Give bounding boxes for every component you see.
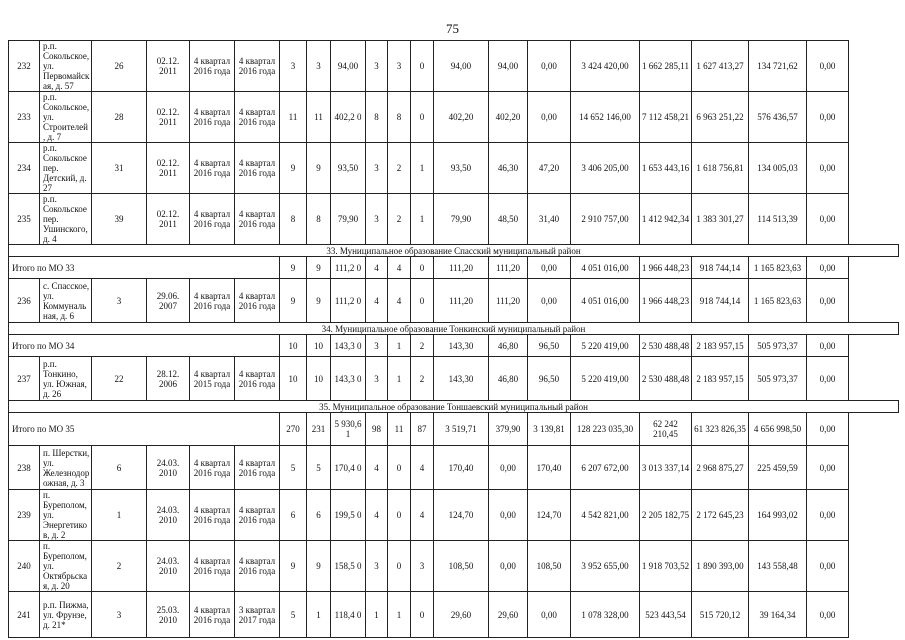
row-number: 234 (9, 143, 40, 194)
cell-c17: 1 662 285,11 (640, 41, 692, 92)
cell-c7: 9 (280, 279, 307, 323)
section-header-row (9, 245, 899, 257)
cell-c15: 0,00 (528, 257, 571, 279)
cell-c12: 4 (411, 490, 434, 541)
cell-c14: 46,80 (489, 335, 528, 357)
table-row (9, 92, 899, 143)
cell-c4: 02.12. 2011 (147, 143, 190, 194)
cell-c6: 4 квартал 2016 года (235, 490, 280, 541)
table-row (9, 592, 899, 638)
cell-c11: 8 (388, 92, 411, 143)
cell-c10: 1 (366, 592, 388, 638)
cell-c3: 28 (92, 92, 147, 143)
cell-c10: 3 (366, 41, 388, 92)
cell-c7: 10 (280, 335, 307, 357)
cell-c20: 0,00 (807, 413, 849, 446)
cell-c5: 4 квартал 2016 года (190, 541, 235, 592)
cell-c16: 5 220 419,00 (571, 335, 640, 357)
cell-c11: 0 (388, 541, 411, 592)
cell-c12: 2 (411, 357, 434, 401)
cell-c12: 1 (411, 194, 434, 245)
cell-c20: 0,00 (807, 446, 849, 490)
cell-c13: 93,50 (434, 143, 489, 194)
cell-c14: 0,00 (489, 541, 528, 592)
cell-c15: 96,50 (528, 357, 571, 401)
cell-text: 34. Муниципальное образование Тонкинский муниципальный район (9, 323, 899, 335)
cell-c20: 0,00 (807, 143, 849, 194)
cell-c15: 3 139,81 (528, 413, 571, 446)
cell-c14: 0,00 (489, 446, 528, 490)
cell-c18: 6 963 251,22 (692, 92, 749, 143)
address-cell: р.п. Тонкино, ул. Южная, д. 26 (40, 357, 92, 401)
cell-c10: 3 (366, 541, 388, 592)
cell-c14: 0,00 (489, 490, 528, 541)
address-cell: п. Буреполом, ул. Энергетиков, д. 2 (40, 490, 92, 541)
cell-c11: 2 (388, 194, 411, 245)
cell-c9: 143,3 0 (331, 335, 366, 357)
address-cell: р.п. Сокольское, ул. Первомайская, д. 57 (40, 41, 92, 92)
cell-c18: 1 627 413,27 (692, 41, 749, 92)
cell-c19: 143 558,48 (749, 541, 807, 592)
cell-c16: 4 051 016,00 (571, 279, 640, 323)
cell-c18: 918 744,14 (692, 279, 749, 323)
cell-c8: 11 (307, 92, 331, 143)
cell-c9: 118,4 0 (331, 592, 366, 638)
cell-c17: 2 530 488,48 (640, 335, 692, 357)
cell-c16: 3 952 655,00 (571, 541, 640, 592)
cell-c14: 46,80 (489, 357, 528, 401)
cell-c9: 111,2 0 (331, 257, 366, 279)
cell-c11: 1 (388, 335, 411, 357)
cell-c6: 4 квартал 2016 года (235, 92, 280, 143)
cell-c15: 124,70 (528, 490, 571, 541)
cell-c19: 505 973,37 (749, 335, 807, 357)
cell-c5: 4 квартал 2016 года (190, 92, 235, 143)
cell-c9: 402,2 0 (331, 92, 366, 143)
cell-c9: 199,5 0 (331, 490, 366, 541)
cell-c13: 108,50 (434, 541, 489, 592)
cell-c8: 10 (307, 335, 331, 357)
cell-c13: 111,20 (434, 279, 489, 323)
cell-c6: 4 квартал 2016 года (235, 357, 280, 401)
cell-c12: 3 (411, 541, 434, 592)
cell-c10: 3 (366, 357, 388, 401)
cell-c5: 4 квартал 2016 года (190, 279, 235, 323)
cell-text: 35. Муниципальное образование Тоншаевский муниципальный район (9, 401, 899, 413)
cell-c20: 0,00 (807, 335, 849, 357)
cell-c19: 164 993,02 (749, 490, 807, 541)
cell-c6: 4 квартал 2016 года (235, 279, 280, 323)
table-row (9, 41, 899, 92)
cell-c14: 111,20 (489, 279, 528, 323)
cell-c17: 7 112 458,21 (640, 92, 692, 143)
cell-c11: 1 (388, 357, 411, 401)
cell-c11: 0 (388, 490, 411, 541)
cell-c15: 96,50 (528, 335, 571, 357)
cell-c4: 24.03. 2010 (147, 446, 190, 490)
cell-c20: 0,00 (807, 41, 849, 92)
cell-c19: 505 973,37 (749, 357, 807, 401)
cell-c15: 108,50 (528, 541, 571, 592)
cell-c11: 4 (388, 257, 411, 279)
cell-c7: 9 (280, 257, 307, 279)
cell-c16: 4 051 016,00 (571, 257, 640, 279)
cell-c12: 87 (411, 413, 434, 446)
cell-c3: 3 (92, 279, 147, 323)
section-header-row (9, 323, 899, 335)
cell-c8: 231 (307, 413, 331, 446)
total-label: Итого по МО 33 (9, 257, 280, 279)
cell-c4: 02.12. 2011 (147, 41, 190, 92)
cell-c15: 0,00 (528, 41, 571, 92)
cell-c20: 0,00 (807, 92, 849, 143)
cell-c3: 3 (92, 592, 147, 638)
cell-c16: 6 207 672,00 (571, 446, 640, 490)
cell-c7: 270 (280, 413, 307, 446)
cell-c9: 94,00 (331, 41, 366, 92)
cell-c5: 4 квартал 2016 года (190, 490, 235, 541)
cell-c19: 134 721,62 (749, 41, 807, 92)
cell-c10: 4 (366, 490, 388, 541)
cell-c14: 111,20 (489, 257, 528, 279)
cell-c14: 29,60 (489, 592, 528, 638)
cell-c18: 2 172 645,23 (692, 490, 749, 541)
cell-c4: 24.03. 2010 (147, 541, 190, 592)
cell-c13: 79,90 (434, 194, 489, 245)
address-cell: р.п. Сокольское пер. Ушинского, д. 4 (40, 194, 92, 245)
cell-c17: 1 966 448,23 (640, 257, 692, 279)
cell-c8: 6 (307, 490, 331, 541)
table-row (9, 357, 899, 401)
cell-c5: 4 квартал 2016 года (190, 143, 235, 194)
cell-c10: 3 (366, 335, 388, 357)
cell-c12: 0 (411, 279, 434, 323)
total-row (9, 413, 899, 446)
cell-c11: 0 (388, 446, 411, 490)
cell-c9: 170,4 0 (331, 446, 366, 490)
cell-c18: 1 383 301,27 (692, 194, 749, 245)
cell-c15: 0,00 (528, 92, 571, 143)
cell-c9: 143,3 0 (331, 357, 366, 401)
cell-c18: 1 890 393,00 (692, 541, 749, 592)
cell-c13: 29,60 (434, 592, 489, 638)
total-label: Итого по МО 35 (9, 413, 280, 446)
cell-c4: 28.12. 2006 (147, 357, 190, 401)
cell-c20: 0,00 (807, 490, 849, 541)
total-row (9, 335, 899, 357)
cell-c4: 24.03. 2010 (147, 490, 190, 541)
cell-c19: 114 513,39 (749, 194, 807, 245)
cell-c5: 4 квартал 2016 года (190, 446, 235, 490)
cell-c10: 3 (366, 143, 388, 194)
cell-c3: 6 (92, 446, 147, 490)
cell-c10: 98 (366, 413, 388, 446)
cell-c3: 1 (92, 490, 147, 541)
cell-c3: 31 (92, 143, 147, 194)
cell-c11: 11 (388, 413, 411, 446)
table-row (9, 143, 899, 194)
cell-c16: 3 424 420,00 (571, 41, 640, 92)
cell-c19: 1 165 823,63 (749, 257, 807, 279)
cell-c4: 29.06. 2007 (147, 279, 190, 323)
cell-c3: 39 (92, 194, 147, 245)
cell-c17: 523 443,54 (640, 592, 692, 638)
address-cell: р.п. Пижма, ул. Фрунзе, д. 21* (40, 592, 92, 638)
address-cell: р.п. Сокольское, ул. Строителей, д. 7 (40, 92, 92, 143)
cell-c16: 128 223 035,30 (571, 413, 640, 446)
cell-c14: 402,20 (489, 92, 528, 143)
address-cell: с. Спасское, ул. Коммунальная, д. 6 (40, 279, 92, 323)
cell-c8: 10 (307, 357, 331, 401)
cell-c11: 1 (388, 592, 411, 638)
cell-c4: 02.12. 2011 (147, 194, 190, 245)
cell-c17: 1 653 443,16 (640, 143, 692, 194)
cell-c20: 0,00 (807, 194, 849, 245)
cell-c19: 4 656 998,50 (749, 413, 807, 446)
cell-c6: 4 квартал 2016 года (235, 194, 280, 245)
cell-c7: 5 (280, 446, 307, 490)
cell-c19: 39 164,34 (749, 592, 807, 638)
cell-c18: 2 183 957,15 (692, 357, 749, 401)
cell-c17: 1 918 703,52 (640, 541, 692, 592)
cell-c17: 2 530 488,48 (640, 357, 692, 401)
cell-c8: 9 (307, 541, 331, 592)
cell-c18: 2 183 957,15 (692, 335, 749, 357)
cell-c8: 5 (307, 446, 331, 490)
cell-c5: 4 квартал 2016 года (190, 592, 235, 638)
row-number: 232 (9, 41, 40, 92)
cell-c6: 4 квартал 2016 года (235, 143, 280, 194)
cell-c20: 0,00 (807, 592, 849, 638)
cell-c20: 0,00 (807, 257, 849, 279)
cell-c12: 0 (411, 592, 434, 638)
cell-c16: 5 220 419,00 (571, 357, 640, 401)
cell-c7: 6 (280, 490, 307, 541)
cell-c5: 4 квартал 2016 года (190, 194, 235, 245)
cell-c10: 3 (366, 194, 388, 245)
cell-c11: 3 (388, 41, 411, 92)
cell-c12: 0 (411, 41, 434, 92)
cell-c8: 8 (307, 194, 331, 245)
total-row (9, 257, 899, 279)
cell-c13: 143,30 (434, 357, 489, 401)
cell-c20: 0,00 (807, 279, 849, 323)
housing-resettlement-table (8, 40, 899, 638)
cell-c19: 576 436,57 (749, 92, 807, 143)
cell-c19: 134 005,03 (749, 143, 807, 194)
cell-c18: 61 323 826,35 (692, 413, 749, 446)
cell-c15: 0,00 (528, 592, 571, 638)
cell-c15: 31,40 (528, 194, 571, 245)
cell-c5: 4 квартал 2015 года (190, 357, 235, 401)
cell-c8: 3 (307, 41, 331, 92)
cell-c13: 402,20 (434, 92, 489, 143)
page-number: 75 (446, 21, 459, 36)
cell-c8: 1 (307, 592, 331, 638)
cell-c17: 1 966 448,23 (640, 279, 692, 323)
cell-c13: 170,40 (434, 446, 489, 490)
cell-c13: 94,00 (434, 41, 489, 92)
cell-c8: 9 (307, 279, 331, 323)
total-label: Итого по МО 34 (9, 335, 280, 357)
cell-c7: 11 (280, 92, 307, 143)
cell-c13: 143,30 (434, 335, 489, 357)
cell-c5: 4 квартал 2016 года (190, 41, 235, 92)
cell-c15: 0,00 (528, 279, 571, 323)
cell-c6: 4 квартал 2016 года (235, 41, 280, 92)
cell-c20: 0,00 (807, 357, 849, 401)
cell-c20: 0,00 (807, 541, 849, 592)
cell-c10: 4 (366, 279, 388, 323)
cell-c10: 4 (366, 257, 388, 279)
table-row (9, 279, 899, 323)
cell-c14: 94,00 (489, 41, 528, 92)
cell-c7: 10 (280, 357, 307, 401)
cell-c11: 4 (388, 279, 411, 323)
cell-c3: 2 (92, 541, 147, 592)
table-row (9, 446, 899, 490)
cell-c16: 2 910 757,00 (571, 194, 640, 245)
cell-c16: 14 652 146,00 (571, 92, 640, 143)
cell-c18: 918 744,14 (692, 257, 749, 279)
cell-c7: 9 (280, 143, 307, 194)
cell-c14: 379,90 (489, 413, 528, 446)
address-cell: п. Шерстки, ул. Железнодорожная, д. 3 (40, 446, 92, 490)
cell-c9: 158,5 0 (331, 541, 366, 592)
cell-c4: 02.12. 2011 (147, 92, 190, 143)
cell-c17: 62 242 210,45 (640, 413, 692, 446)
cell-c12: 4 (411, 446, 434, 490)
cell-c12: 0 (411, 257, 434, 279)
table-row (9, 194, 899, 245)
cell-text: 33. Муниципальное образование Спасский муниципальный район (9, 245, 899, 257)
cell-c17: 2 205 182,75 (640, 490, 692, 541)
cell-c19: 225 459,59 (749, 446, 807, 490)
cell-c6: 4 квартал 2016 года (235, 446, 280, 490)
cell-c12: 1 (411, 143, 434, 194)
cell-c13: 111,20 (434, 257, 489, 279)
table-row (9, 490, 899, 541)
cell-c6: 3 квартал 2017 года (235, 592, 280, 638)
cell-c19: 1 165 823,63 (749, 279, 807, 323)
cell-c12: 2 (411, 335, 434, 357)
row-number: 235 (9, 194, 40, 245)
cell-c3: 22 (92, 357, 147, 401)
cell-c13: 3 519,71 (434, 413, 489, 446)
address-cell: п. Буреполом, ул. Октябрьская, д. 20 (40, 541, 92, 592)
cell-c11: 2 (388, 143, 411, 194)
cell-c9: 79,90 (331, 194, 366, 245)
cell-c17: 3 013 337,14 (640, 446, 692, 490)
cell-c6: 4 квартал 2016 года (235, 541, 280, 592)
cell-c9: 111,2 0 (331, 279, 366, 323)
row-number: 233 (9, 92, 40, 143)
cell-c8: 9 (307, 257, 331, 279)
row-number: 236 (9, 279, 40, 323)
row-number: 241 (9, 592, 40, 638)
row-number: 240 (9, 541, 40, 592)
row-number: 238 (9, 446, 40, 490)
cell-c15: 47,20 (528, 143, 571, 194)
row-number: 237 (9, 357, 40, 401)
cell-c10: 4 (366, 446, 388, 490)
cell-c15: 170,40 (528, 446, 571, 490)
cell-c9: 5 930,6 1 (331, 413, 366, 446)
cell-c7: 8 (280, 194, 307, 245)
cell-c16: 1 078 328,00 (571, 592, 640, 638)
cell-c16: 4 542 821,00 (571, 490, 640, 541)
section-header-row (9, 401, 899, 413)
cell-c10: 8 (366, 92, 388, 143)
cell-c18: 1 618 756,81 (692, 143, 749, 194)
cell-c7: 3 (280, 41, 307, 92)
cell-c14: 46,30 (489, 143, 528, 194)
cell-c7: 9 (280, 541, 307, 592)
cell-c8: 9 (307, 143, 331, 194)
cell-c18: 2 968 875,27 (692, 446, 749, 490)
cell-c18: 515 720,12 (692, 592, 749, 638)
cell-c17: 1 412 942,34 (640, 194, 692, 245)
cell-c9: 93,50 (331, 143, 366, 194)
address-cell: р.п. Сокольское пер. Детский, д. 27 (40, 143, 92, 194)
cell-c7: 5 (280, 592, 307, 638)
cell-c12: 0 (411, 92, 434, 143)
table-row (9, 541, 899, 592)
row-number: 239 (9, 490, 40, 541)
cell-c3: 26 (92, 41, 147, 92)
cell-c13: 124,70 (434, 490, 489, 541)
cell-c14: 48,50 (489, 194, 528, 245)
cell-c4: 25.03. 2010 (147, 592, 190, 638)
cell-c16: 3 406 205,00 (571, 143, 640, 194)
